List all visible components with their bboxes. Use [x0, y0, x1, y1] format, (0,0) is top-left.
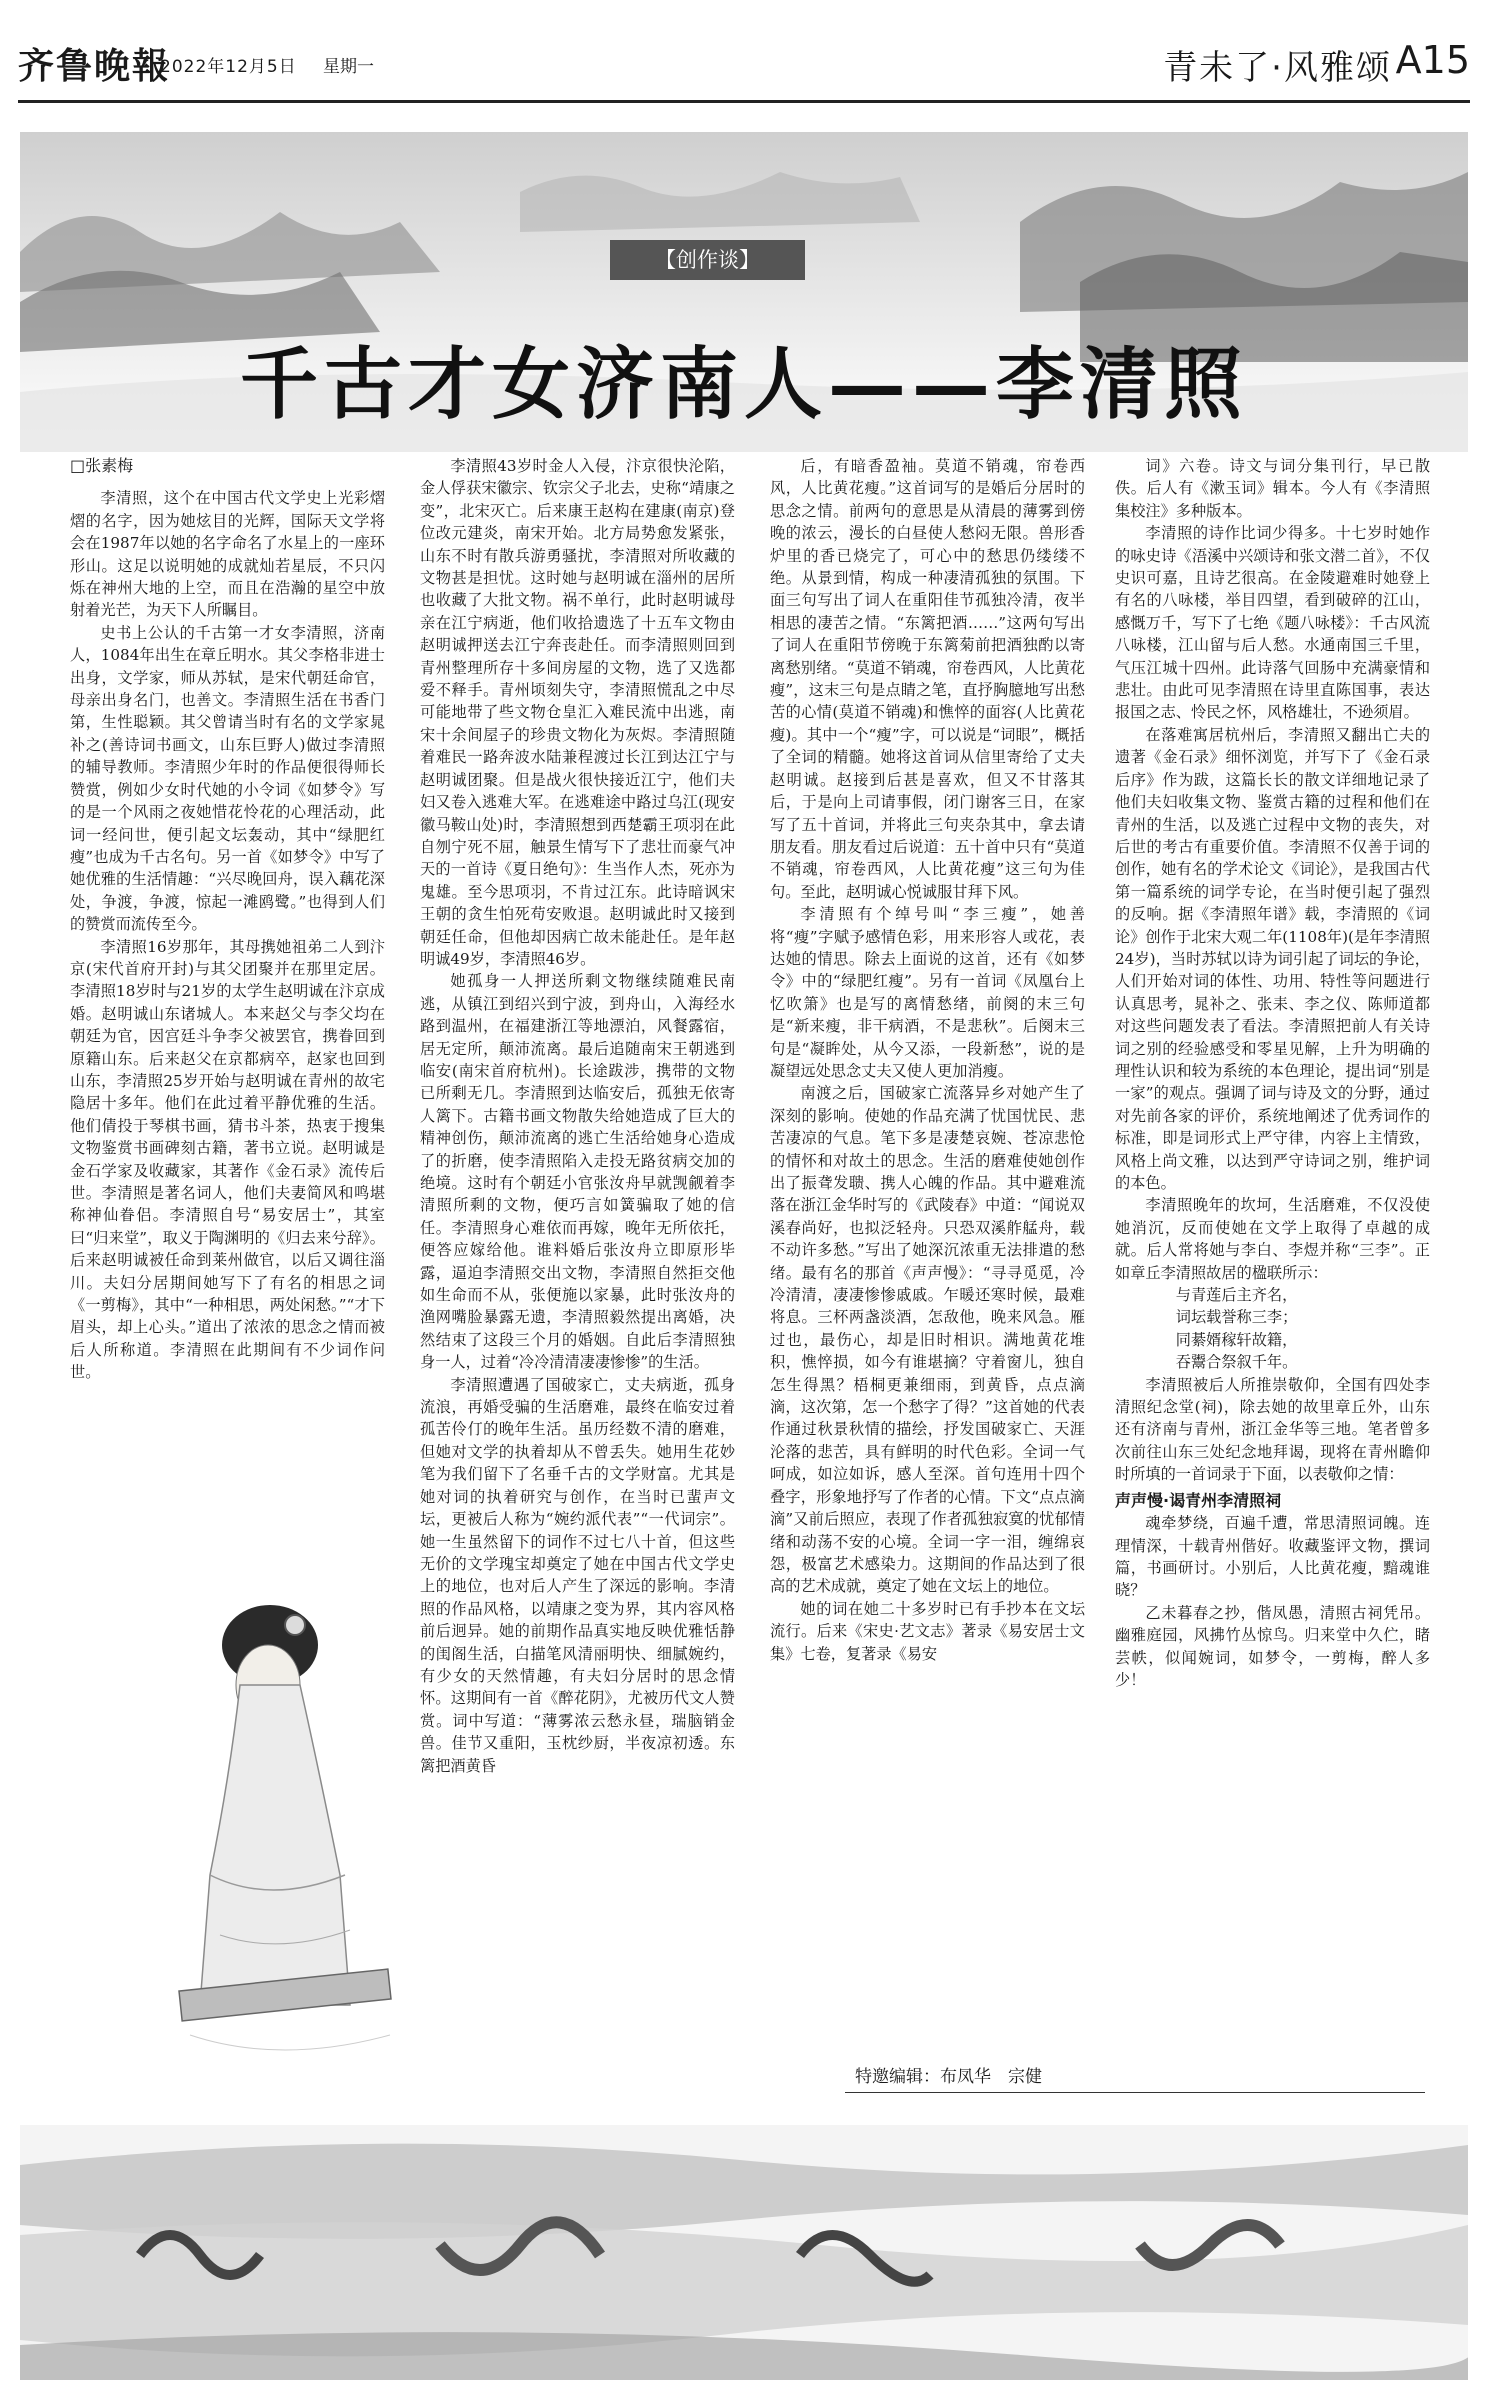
editor-rule: [845, 2092, 1425, 2093]
poem-stanza: 乙未暮春之抄，偕凤愚，清照古祠凭吊。幽雅庭园，风拂竹丛惊鸟。归来堂中久伫，睹芸帙，似闻婉词，如梦令，一剪梅，醉人多少！: [1115, 1603, 1430, 1689]
paragraph: 李清照16岁那年，其母携她祖弟二人到汴京(宋代首府开封)与其父团聚并在那里定居。李清照18岁时与21岁的太学生赵明诚在汴京成婚。赵明诚山东诸城人。本来赵父与李父均在朝廷为官，因宫廷斗争李父被罢官，携眷回到原籍山东。后来赵父在京都病卒，赵家也回到山东，李清照25岁开始与赵明诚在青州的故宅隐居十多年。他们在此过着平静优雅的生活。他们倩投于琴棋书画，猜书斗茶，热衷于搜集文物鉴赏书画碑刻古籍，著书立说。赵明诚是金石学家及收藏家，其著作《金石录》流传后世。李清照是著名词人，他们夫妻简风和鸣堪称神仙眷侣。李清照自号“易安居士”，其室曰“归来堂”，取义于陶渊明的《归去来兮辞》。后来赵明诚被任命到莱州做官，以后又调往淄川。夫妇分居期间她写下了有名的相思之词《一剪梅》，其中“一种相思，两处闲愁。”“才下眉头，却上心头。”道出了浓浓的思念之情而被后人所称道。李清照在此期间有不少词作问世。: [70, 937, 385, 1382]
text-column-3: [770, 455, 1085, 1955]
issue-date: 2022年12月5日: [160, 57, 297, 77]
text-column-4: [1115, 455, 1430, 1955]
section-name: 青未了·风雅颂: [1163, 48, 1392, 88]
masthead: [18, 30, 1470, 90]
paragraph: 李清照晚年的坎坷，生活磨难，不仅没使她消沉，反而使她在文学上取得了卓越的成就。后人常将她与李白、李煜并称“三李”。正如章丘李清照故居的楹联所示：: [1115, 1196, 1430, 1282]
poem-stanza: 魂牵梦绕，百遍千遭，常思清照词魄。连理情深，十载青州偕好。收藏鉴评文物，撰词篇，书画研讨。小别后，人比黄花瘦，黯魂谁晓？: [1115, 1514, 1430, 1600]
couplet-line: 同綦婿稼轩故籍，: [1175, 1330, 1298, 1349]
paragraph: 史书上公认的千古第一才女李清照，济南人，1084年出生在章丘明水。其父李格非进士出身，文学家，师从苏轼，是宋代朝廷命官，母亲出身名门，也善文。李清照生活在书香门第，生性聪颖。其父曾请当时有名的文学家晁补之(善诗词书画文，山东巨野人)做过李清照的辅导教师。李清照少年时的作品便很得师长赞赏，例如少女时代她的小令词《如梦令》写的是一个风雨之夜她惜花怜花的心理活动，此词一经问世，便引起文坛轰动，其中“绿肥红瘦”也成为千古名句。另一首《如梦令》中写了她优雅的生活情趣：“兴尽晚回舟，误入藕花深处，争渡，争渡，惊起一滩鸥鹭。”也得到人们的赞赏而流传至今。: [70, 623, 385, 934]
category-badge: 【创作谈】: [610, 240, 805, 280]
li-qingzhao-portrait-illustration: [150, 1575, 400, 2075]
paragraph: 后，有暗香盈袖。莫道不销魂，帘卷西风，人比黄花瘦。”这首词写的是婚后分居时的思念之情。前两句的意思是从清晨的薄雾到傍晚的浓云，漫长的白昼使人愁闷无限。兽形香炉里的香已烧完了，可心中的愁思仍缕缕不绝。从景到情，构成一种凄清孤独的氛围。下面三句写出了词人在重阳佳节孤独冷清，夜半相思的凄苦之情。“东篱把酒……”这两句写出了词人在重阳节傍晚于东篱菊前把酒独酌以寄离愁别绪。“莫道不销魂，帘卷西风，人比黄花瘦”，这末三句是点睛之笔，直抒胸臆地写出愁苦的心情(莫道不销魂)和憔悴的面容(人比黄花瘦)。其中一个“瘦”字，可以说是“词眼”，概括了全词的精髓。她将这首词从信里寄给了丈夫赵明诚。赵接到后甚是喜欢，但又不甘落其后，于是向上司请事假，闭门谢客三日，在家写了五十首词，并将此三句夹杂其中，拿去请朋友看。朋友看过后说道：五十首中只有“莫道不销魂，帘卷西风，人比黄花瘦”这三句为佳句。至此，赵明诚心悦诚服甘拜下风。: [770, 457, 1085, 901]
article-headline: 千古才女济南人——李清照: [239, 339, 1248, 430]
paragraph: 李清照遭遇了国破家亡，丈夫病逝，孤身流浪，再婚受骗的生活磨难，最终在临安过着孤苦伶仃的晚年生活。虽历经数不清的磨难，但她对文学的执着却从不曾丢失。她用生花妙笔为我们留下了名垂千古的文学财富。尤其是她对词的执着研究与创作，在当时已蜚声文坛，更被后人称为“婉约派代表”“一代词宗”。她一生虽然留下的词作不过七八十首，但这些无价的文学瑰宝却奠定了她在中国古代文学史上的地位，也对后人产生了深远的影响。李清照的作品风格，以靖康之变为界，其内容风格前后迥异。她的前期作品真实地反映优雅恬静的闺阁生活，白描笔风清丽明快、细腻婉约，有少女的天然情趣，有夫妇分居时的思念情怀。这期间有一首《醉花阴》，尤被历代文人赞赏。词中写道：“薄雾浓云愁永昼，瑞脑销金兽。佳节又重阳，玉枕纱厨，半夜凉初透。东篱把酒黄昏: [420, 1375, 735, 1775]
couplet-line: 词坛载誉称三李；: [1175, 1308, 1298, 1327]
paragraph: 李清照有个绰号叫“李三瘦”，她善将“瘦”字赋予感情色彩，用来形容人或花，表达她的情思。除去上面说的这首，还有《如梦令》中的“绿肥红瘦”。另有一首词《凤凰台上忆吹箫》也是写的离情愁绪，前阕的末三句是“新来瘦，非干病酒，不是悲秋”。后阕末三句是“凝眸处，从今又添，一段新愁”，说的是凝望远处思念丈夫又使人更加消瘦。: [770, 905, 1085, 1080]
paragraph: 在落难寓居杭州后，李清照又翻出亡夫的遗著《金石录》细怀浏览，并写下了《金石录后序》作为跋，这篇长长的散文详细地记录了他们夫妇收集文物、鉴赏古籍的过程和他们在青州的生活，以及逃亡过程中文物的丧失，对后世的考古有重要价值。李清照不仅善于词的创作，她有名的学术论文《词论》，是我国古代第一篇系统的词学专论，在当时便引起了强烈的反响。据《李清照年谱》载，李清照的《词论》创作于北宋大观二年(1108年)(是年李清照24岁)，当时苏轼以诗为词引起了词坛的争论，人们开始对词的体性、功用、特性等问题进行认真思考，晁补之、张耒、李之仪、陈师道都对这些问题发表了看法。李清照把前人有关诗词之别的经验感受和零星见解，上升为明确的理性认识和较为系统的本色理论，提出词“别是一家”的观点。强调了词与诗及文的分野，通过对先前各家的评价，系统地阐述了优秀词作的标准，即是词形式上严守律，内容上主情致，风格上尚文雅，以达到严守诗词之别，维护词的本色。: [1115, 725, 1430, 1192]
author-byline: □张素梅: [70, 456, 134, 475]
guest-editor-credit: 特邀编辑：布凤华 宗健: [855, 2067, 1042, 2087]
newspaper-logo: 齐鲁晚報: [18, 45, 171, 87]
couplet-line: 吞鬻合祭叙千年。: [1175, 1353, 1298, 1372]
paragraph: 李清照，这个在中国古代文学史上光彩熠熠的名字，因为她炫目的光辉，国际天文学将会在1987年以她的名字命名了水星上的一座环形山。这足以说明她的成就灿若星辰，不只闪烁在神州大地的上空，而且在浩瀚的星空中放射着光芒，为天下人所瞩目。: [70, 489, 385, 620]
paragraph: 李清照的诗作比词少得多。十七岁时她作的咏史诗《浯溪中兴颂诗和张文潜二首》，不仅史识可嘉，且诗艺很高。在金陵避难时她登上有名的八咏楼，举目四望，看到破碎的江山，感慨万千，写下了七绝《题八咏楼》：千古风流八咏楼，江山留与后人愁。水通南国三千里，气压江城十四州。此诗落气回肠中充满豪情和悲壮。由此可见李清照在诗里直陈国事，表达报国之志、怜民之怀，风格雄壮，不逊须眉。: [1115, 524, 1430, 722]
paragraph: 词》六卷。诗文与词分集刊行，早已散佚。后人有《漱玉词》辑本。今人有《李清照集校注》多种版本。: [1115, 457, 1430, 520]
poem-title: 声声慢·谒青州李清照祠: [1115, 1490, 1282, 1510]
page-number: A15: [1395, 38, 1470, 82]
issue-weekday: 星期一: [323, 57, 374, 77]
calligraphy-scroll-banner: [20, 2125, 1468, 2380]
paragraph: 李清照被后人所推崇敬仰，全国有四处李清照纪念堂(祠)，除去她的故里章丘外，山东还有济南与青州，浙江金华等三地。笔者曾多次前往山东三处纪念地拜谒，现将在青州瞻仰时所填的一首词录于下面，以表敬仰之情：: [1115, 1375, 1430, 1484]
paragraph: 南渡之后，国破家亡流落异乡对她产生了深刻的影响。使她的作品充满了忧国忧民、悲苦凄凉的气息。笔下多是凄楚哀婉、苍凉悲怆的情怀和对故土的思念。生活的磨难使她创作出了振聋发聩、携人心魄的作品。其中避难流落在浙江金华时写的《武陵春》中道：“闻说双溪春尚好，也拟泛轻舟。只恐双溪舴艋舟，载不动许多愁。”写出了她深沉浓重无法排遣的愁绪。最有名的那首《声声慢》：“寻寻觅觅，冷冷清清，凄凄惨惨戚戚。乍暖还寒时候，最难将息。三杯两盏淡酒，怎敌他，晚来风急。雁过也，最伤心，却是旧时相识。满地黄花堆积，憔悴损，如今有谁堪摘？守着窗儿，独自怎生得黑？梧桐更兼细雨，到黄昏，点点滴滴，这次第，怎一个愁字了得？”这首她的代表作通过秋景秋情的描绘，抒发国破家亡、天涯沦落的悲苦，具有鲜明的时代色彩。全词一气呵成，如泣如诉，感人至深。首句连用十四个叠字，形象地抒写了作者的心情。下文“点点滴滴”又前后照应，表现了作者孤独寂寞的忧郁情绪和动荡不安的心境。全词一字一泪，缠绵哀怨，极富艺术感染力。这期间的作品达到了很高的艺术成就，奠定了她在文坛上的地位。: [770, 1084, 1085, 1596]
masthead-rule: [18, 100, 1470, 103]
paragraph: 李清照43岁时金人入侵，汴京很快沦陷，金人俘获宋徽宗、钦宗父子北去，史称“靖康之变”，北宋灭亡。后来康王赵构在建康(南京)登位改元建炎，南宋开始。北方局势愈发紧张，山东不时有散兵游勇骚扰，李清照对所收藏的文物甚是担忧。这时她与赵明诚在淄州的居所也收藏了大批文物。祸不单行，此时赵明诚母亲在江宁病逝，他们收拾遗选了十五车文物由赵明诚押送去江宁奔丧赴任。而李清照则回到青州整理所存十多间房屋的文物，选了又选都爱不释手。青州顷刻失守，李清照慌乱之中尽可能地带了些文物仓皇汇入难民流中出逃，南宋十余间屋子的珍贵文物化为灰烬。李清照随着难民一路奔波水陆兼程渡过长江到达江宁与赵明诚团聚。但是战火很快接近江宁，他们夫妇又卷入逃难大军。在逃难途中路过乌江(现安徽马鞍山处)时，李清照想到西楚霸王项羽在此自刎宁死不屈，触景生情写下了悲壮而豪气冲天的一首诗《夏日绝句》：生当作人杰，死亦为鬼雄。至今思项羽，不肯过江东。此诗暗讽宋王朝的贪生怕死苟安败退。赵明诚此时又接到朝廷任命，但他却因病亡故未能赴任。是年赵明诚49岁，李清照46岁。: [420, 457, 735, 968]
paragraph: 她的词在她二十多岁时已有手抄本在文坛流行。后来《宋史·艺文志》著录《易安居士文集》七卷，复著录《易安: [770, 1599, 1085, 1663]
paragraph: 她孤身一人押送所剩文物继续随难民南逃，从镇江到绍兴到宁波，到舟山，入海经水路到温州，在福建浙江等地漂泊，风餐露宿，居无定所，颠沛流离。最后追随南宋王朝逃到临安(南宋首府杭州)。长途跋涉，携带的文物已所剩无几。李清照到达临安后，孤独无依寄人篱下。古籍书画文物散失给她造成了巨大的精神创伤，颠沛流离的逃亡生活给她身心造成了的折磨，使李清照陷入走投无路贫病交加的绝境。这时有个朝廷小官张汝舟早就觊觎着李清照所剩的文物，便巧言如簧骗取了她的信任。李清照身心难依而再嫁，晚年无所依托，便答应嫁给他。谁料婚后张汝舟立即原形毕露，逼迫李清照交出文物，李清照自然拒交他如生命而不从，张便施以家暴，此时张汝舟的渔网嘴脸暴露无遗，李清照毅然提出离婚，决然结束了这段三个月的婚姻。自此后李清照独身一人，过着“冷冷清清凄凄惨惨”的生活。: [420, 972, 735, 1372]
text-column-2: [420, 455, 735, 2095]
couplet-line: 与青莲后主齐名，: [1175, 1286, 1298, 1305]
